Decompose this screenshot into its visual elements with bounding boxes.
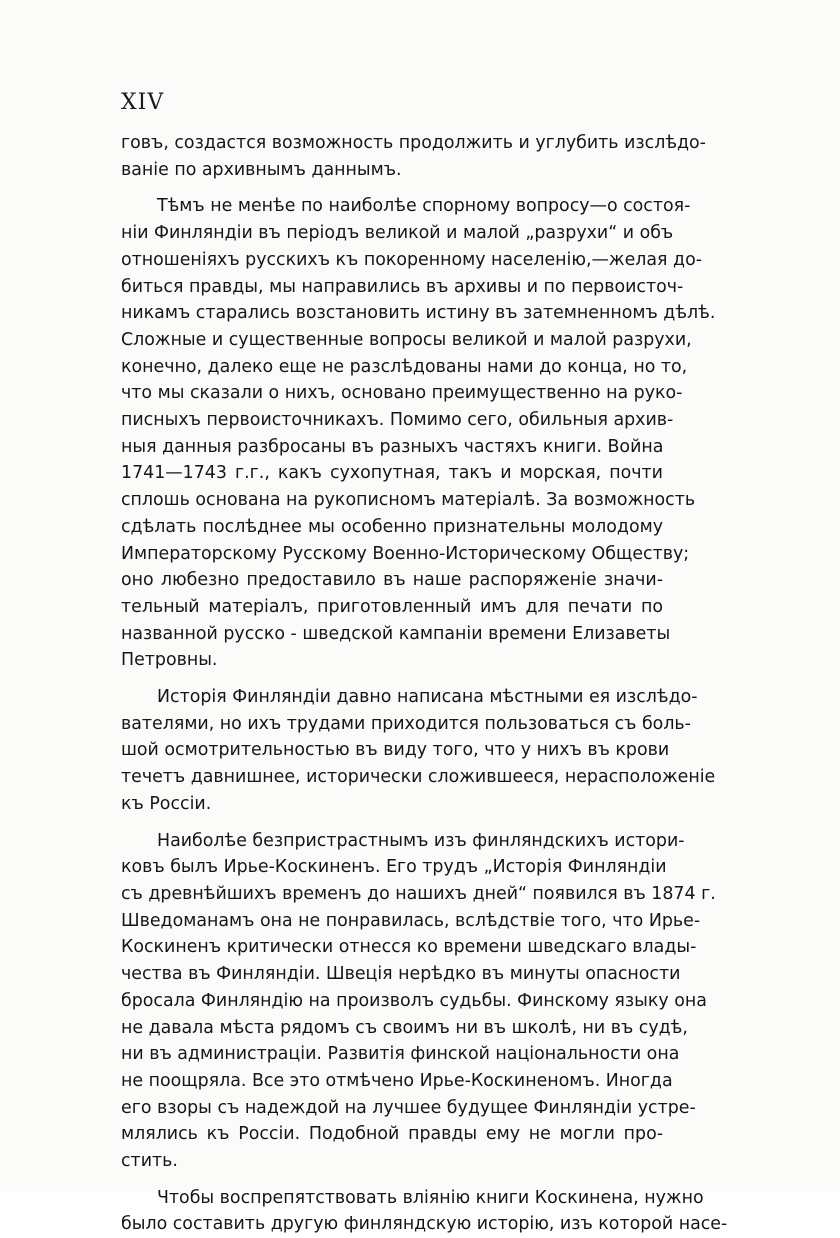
text-line: писныхъ первоисточникахъ. Помимо сего, обильныя архив- xyxy=(121,410,674,431)
text-line: Сложные и существенные вопросы великой и малой разрухи, xyxy=(121,329,692,350)
text-line: не давала мѣста рядомъ съ своимъ ни въ школѣ, ни въ судѣ, xyxy=(121,1017,688,1038)
paragraph-other-history xyxy=(121,1185,728,1238)
text-line: отношеніяхъ русскихъ къ покоренному населенію,—желая до- xyxy=(121,249,702,270)
text-line: 1741—1743 г.г., какъ сухопутная, такъ и морская, почти xyxy=(121,463,663,484)
text-line: бросала Финляндію на произволъ судьбы. Финскому языку она xyxy=(121,990,707,1011)
paragraph-yrjo-koskinen xyxy=(121,828,716,1175)
text-line: говъ, создастся возможность продолжить и углубить изслѣдо- xyxy=(121,133,706,153)
text-line: сплошь основана на рукописномъ матеріалѣ. За возможность xyxy=(121,490,696,511)
text-line: чества въ Финляндіи. Швеція нерѣдко въ минуты опасности xyxy=(121,964,681,985)
text-line: Коскиненъ критически отнесся ко времени шведскаго влады- xyxy=(121,937,697,958)
text-line: Исторія Финляндіи давно написана мѣстными ея изслѣдо- xyxy=(157,687,698,708)
text-line: что мы сказали о нихъ, основано преимущественно на руко- xyxy=(121,383,683,404)
paragraph-archives xyxy=(121,193,716,674)
text-line: Чтобы воспрепятствовать вліянію книги Коскинена, нужно xyxy=(157,1187,704,1208)
text-line: стить. xyxy=(121,1151,178,1172)
text-line: Шведоманамъ она не понравилась, вслѣдствіе того, что Ирье- xyxy=(121,910,701,931)
text-line: шой осмотрительностью въ виду того, что у нихъ въ крови xyxy=(121,740,670,761)
text-line: не поощряла. Все это отмѣчено Ирье-Коскиненомъ. Иногда xyxy=(121,1070,673,1091)
body-text xyxy=(121,130,728,1238)
text-line: ваніе по архивнымъ даннымъ. xyxy=(121,159,402,180)
paragraph-local-historians xyxy=(121,684,716,818)
text-line: никамъ старались возстановить истину въ затемненномъ дѣлѣ. xyxy=(121,303,716,324)
text-line: вателями, но ихъ трудами приходится пользоваться съ боль- xyxy=(121,713,691,734)
text-line: его взоры съ надеждой на лучшее будущее Финляндіи устре- xyxy=(121,1097,696,1118)
paragraph-continuation xyxy=(121,130,706,183)
text-line: было составить другую финляндскую исторію, изъ которой насе- xyxy=(121,1214,728,1235)
text-line: Тѣмъ не менѣе по наиболѣе спорному вопросу—о состоя- xyxy=(157,196,691,217)
text-line: течетъ давнишнее, исторически сложившееся, нерасположеніе xyxy=(121,767,716,788)
text-line: сдѣлать послѣднее мы особенно признательны молодому xyxy=(121,516,663,537)
text-line: оно любезно предоставило въ наше распоряженіе значи- xyxy=(121,570,663,591)
text-line: Петровны. xyxy=(121,650,218,671)
text-line: съ древнѣйшихъ временъ до нашихъ дней“ появился въ 1874 г. xyxy=(121,883,716,904)
page-number: XIV xyxy=(121,90,165,115)
text-line: названной русско - шведской кампаніи времени Елизаветы xyxy=(121,623,671,644)
text-line: тельный матеріалъ, приготовленный имъ для печати по xyxy=(121,596,663,617)
text-line: конечно, далеко еще не разслѣдованы нами до конца, но то, xyxy=(121,356,688,377)
text-line: ныя данныя разбросаны въ разныхъ частяхъ книги. Война xyxy=(121,436,664,457)
text-line: ни въ администраціи. Развитія финской національности она xyxy=(121,1044,680,1065)
text-line: Императорскому Русскому Военно-Историческому Обществу; xyxy=(121,543,690,564)
text-line: ніи Финляндіи въ періодъ великой и малой „разрухи“ и объ xyxy=(121,223,674,244)
text-line: биться правды, мы направились въ архивы и по первоисточ- xyxy=(121,276,684,297)
text-line: Наиболѣе безпристрастнымъ изъ финляндскихъ истори- xyxy=(157,830,685,851)
text-line: къ Россіи. xyxy=(121,793,212,814)
text-line: млялись къ Россіи. Подобной правды ему не могли про- xyxy=(121,1124,663,1145)
text-line: ковъ былъ Ирье-Коскиненъ. Его трудъ „Исторія Финляндіи xyxy=(121,857,667,878)
